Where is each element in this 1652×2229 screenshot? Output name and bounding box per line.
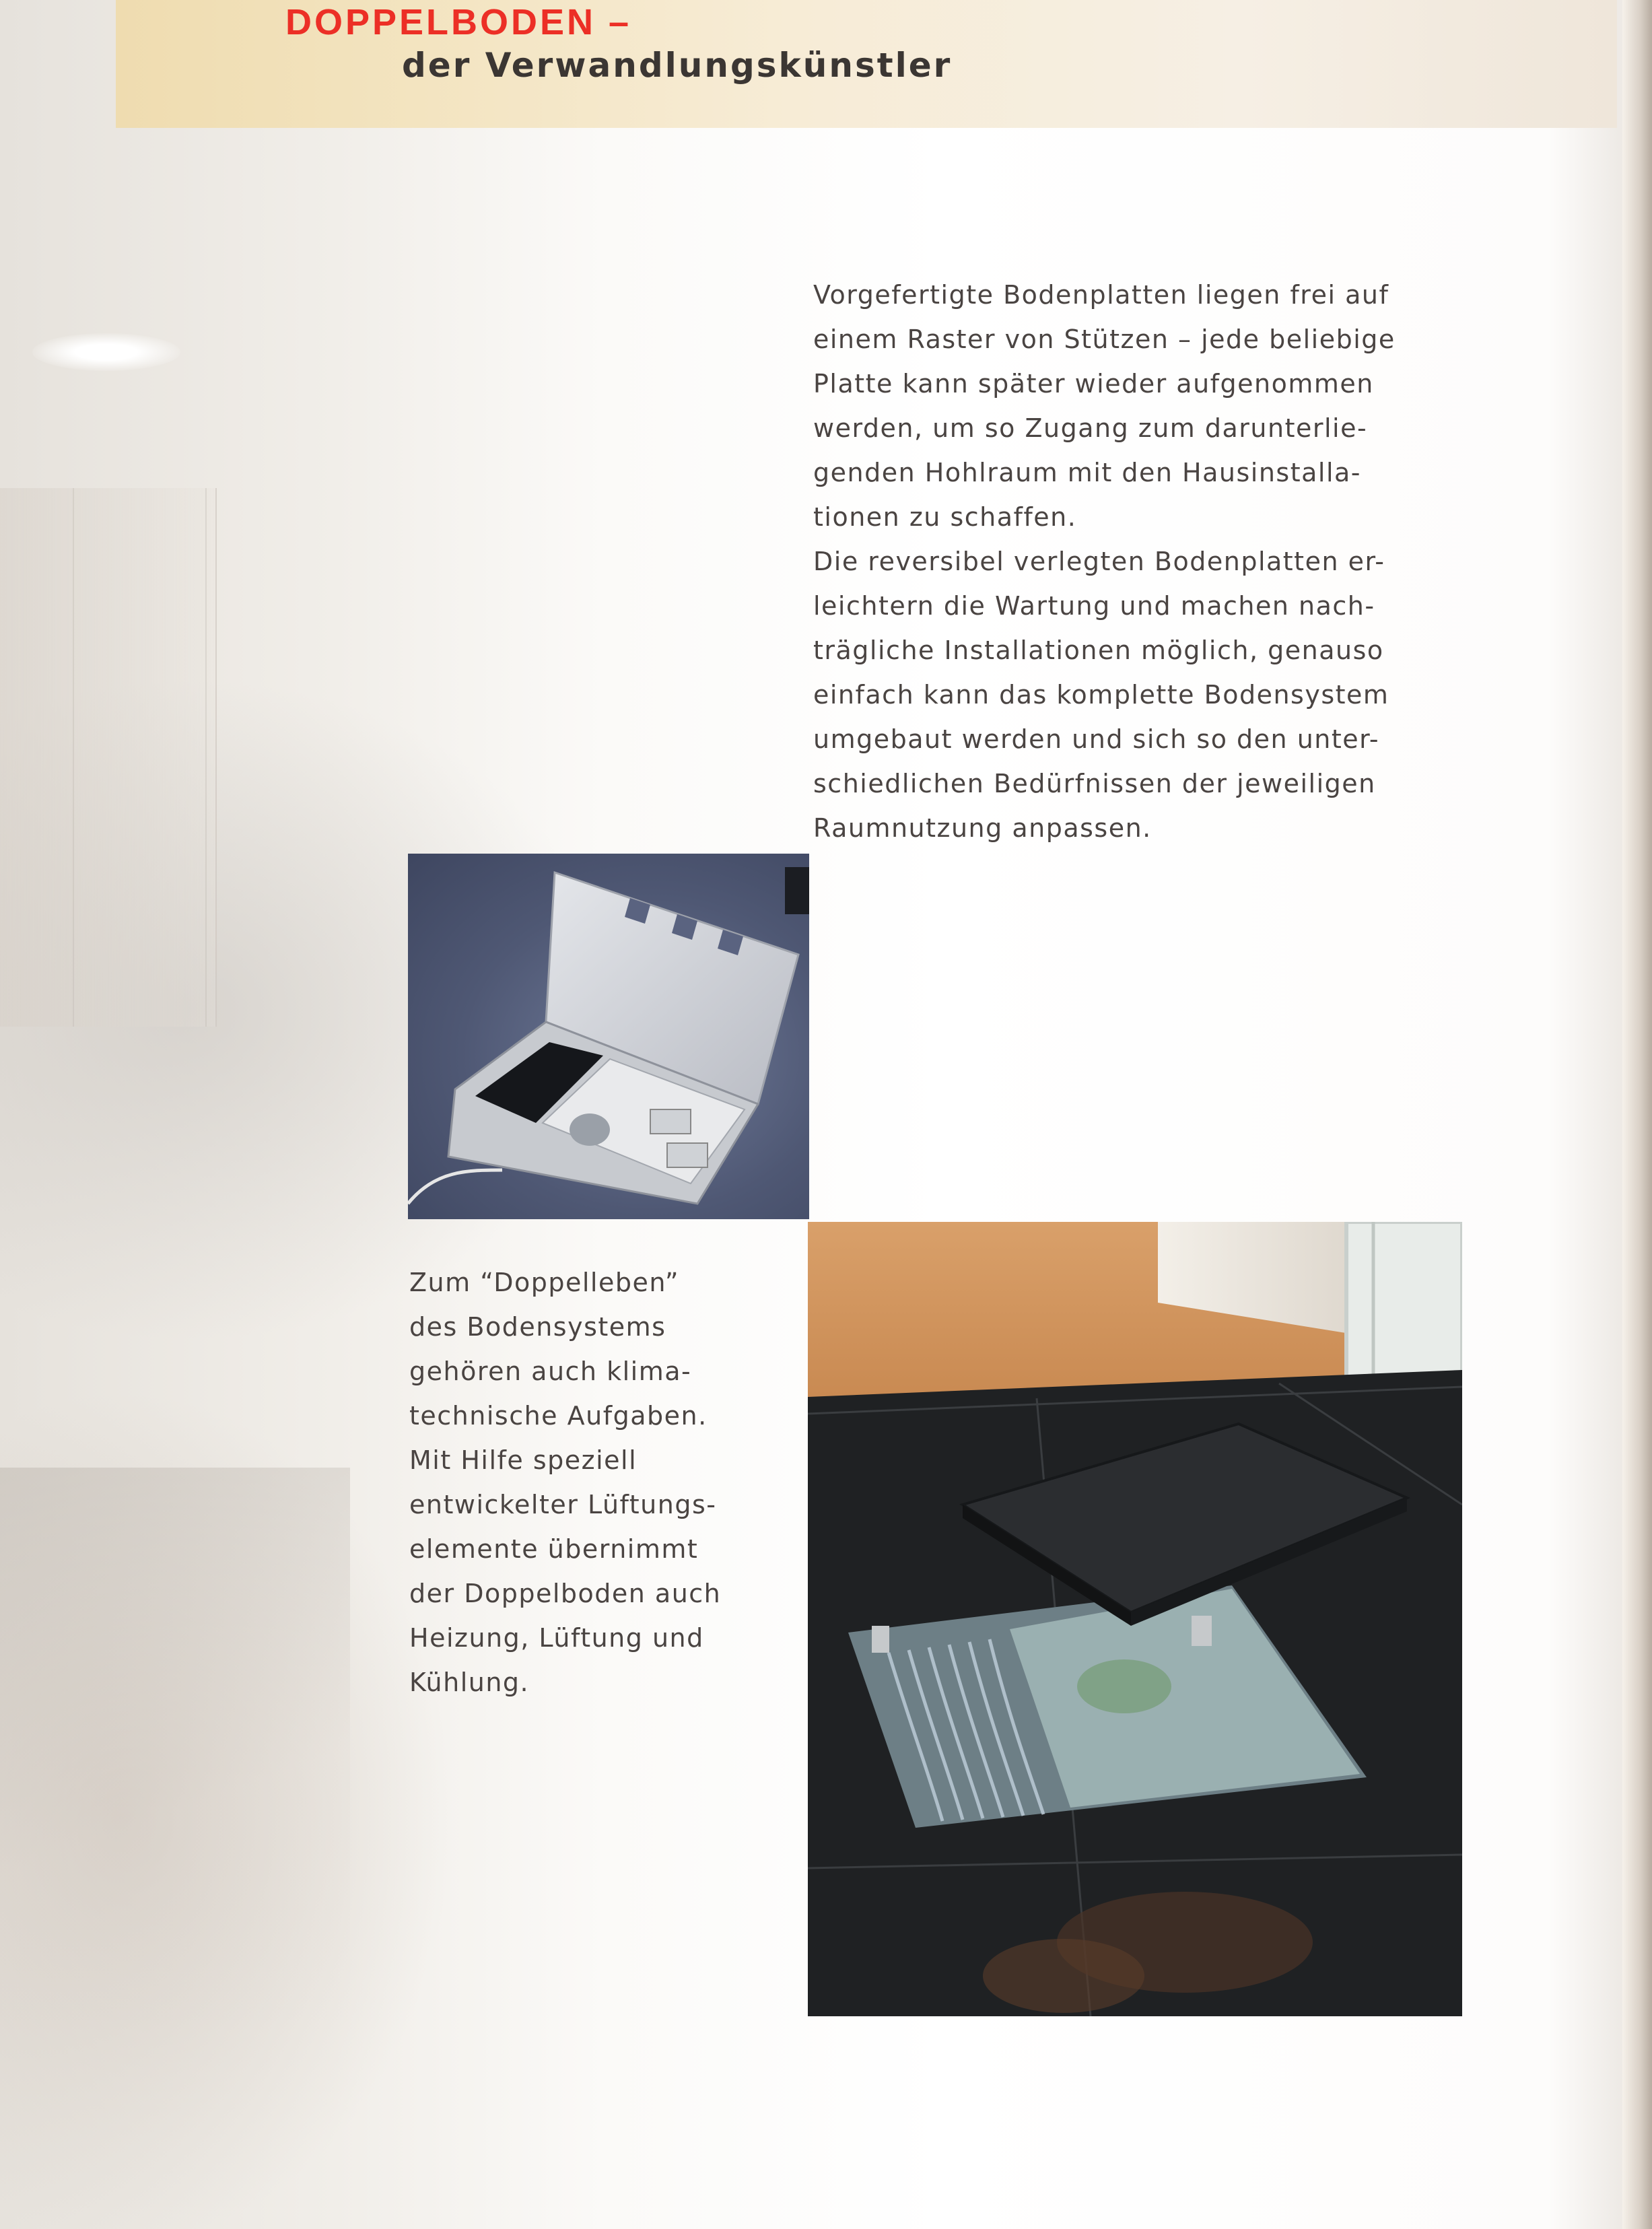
raised-floor-illustration bbox=[808, 1222, 1462, 2016]
cabinet-divider bbox=[205, 488, 207, 1027]
page-subtitle: der Verwandlungskünstler bbox=[402, 46, 953, 85]
raised-floor-open-panel-photo bbox=[808, 1222, 1462, 2016]
page-spine-edge bbox=[1622, 0, 1652, 2229]
ceiling-lamp-decoration bbox=[32, 333, 180, 371]
side-paragraph: Zum “Doppelleben” des Bodensystems gehören auch klima- technische Aufgaben. Mit Hilfe speziell entwickelter Lüftungs- elemente übernimmt der Doppelboden auch Heizung, Lüftung und Kühlung. bbox=[409, 1268, 722, 1697]
background-cabinet bbox=[0, 488, 217, 1027]
background-cable-rack bbox=[0, 1468, 350, 2020]
floor-outlet-box-photo bbox=[408, 854, 809, 1219]
cabinet-divider bbox=[73, 488, 74, 1027]
main-paragraph: Vorgefertigte Bodenplatten liegen frei auf einem Raster von Stützen – jede beliebige Platte kann später wieder aufgenommen werden, um so Zugang zum darunterlie- genden Hohlraum mit den Hausinstalla- tionen zu schaffen. Die reversibel verlegten Bodenplatten er- leichtern die Wartung und machen nach- trägliche Installationen möglich, genauso einfach kann das komplette Bodensystem umgebaut werden und sich so den unter- schiedlichen Bedürfnissen der jeweiligen Raumnutzung anpassen. bbox=[813, 280, 1396, 843]
outlet-box-illustration bbox=[408, 854, 809, 1219]
page-title: DOPPELBODEN – bbox=[285, 2, 632, 42]
